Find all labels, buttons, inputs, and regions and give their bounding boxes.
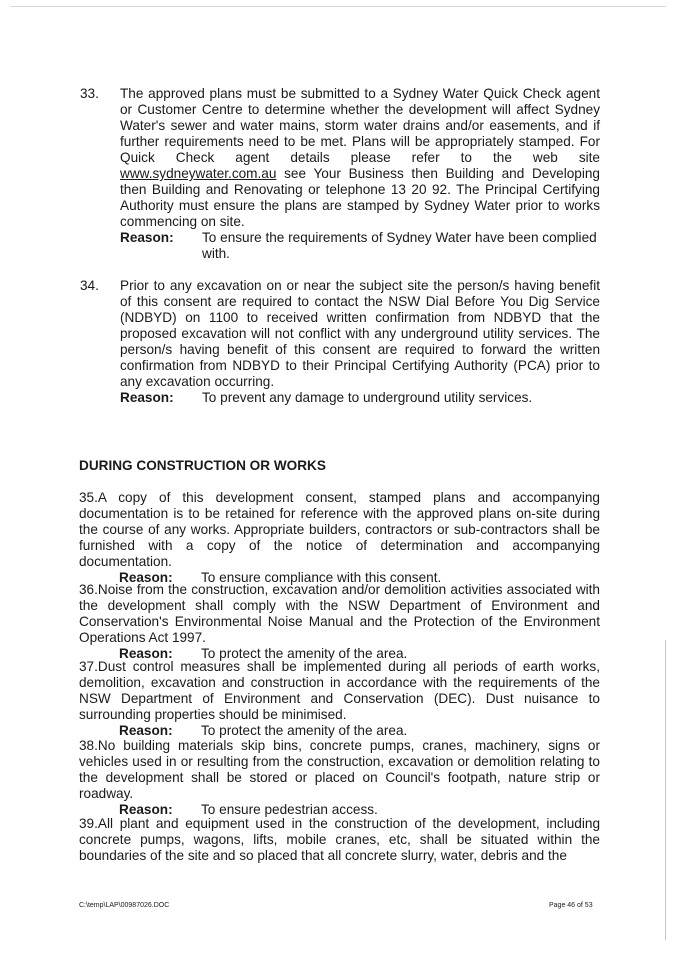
condition-number: 36. <box>79 582 98 597</box>
condition-text-part: A copy of this development consent, stamped plans and accompanying documentation is to be retained for reference with the approved plans on-site during the course of any works. Appropriate builders, contractors or sub-contractors shall be furnished with a copy of the notice of determination and accompanying documentation. <box>79 490 600 569</box>
reason-text: To protect the amenity of the area. <box>201 723 408 738</box>
footer-page-number: Page 46 of 53 <box>549 902 593 909</box>
condition-34 <box>80 278 600 406</box>
reason-text: To protect the amenity of the area. <box>201 646 408 661</box>
reason-text: To prevent any damage to underground utility services. <box>202 390 533 405</box>
condition-number: 35. <box>79 490 98 505</box>
condition-number: 33. <box>80 86 99 101</box>
reason-row <box>120 390 600 406</box>
reason-text: To ensure the requirements of Sydney Water have been complied with. <box>202 230 597 261</box>
sydney-water-link[interactable]: www.sydneywater.com.au <box>120 166 277 181</box>
condition-number: 39. <box>79 816 98 831</box>
condition-37 <box>79 659 600 739</box>
condition-text <box>120 86 600 230</box>
condition-text-part: see Your Business then Building and Developing then Building and Renovating or telephone 13 20 92. The Principal Certifying Authority must ensure the plans are stamped by Sydney Water prior to works commencing on site. <box>120 166 600 229</box>
reason-label: Reason: <box>119 723 173 738</box>
reason-text: To ensure pedestrian access. <box>201 802 378 817</box>
condition-number: 37. <box>79 659 98 674</box>
reason-text: To ensure compliance with this consent. <box>201 570 442 585</box>
reason-row <box>120 230 600 262</box>
condition-number: 38. <box>79 738 98 753</box>
condition-text <box>79 738 600 802</box>
condition-text <box>79 659 600 723</box>
condition-text <box>79 582 600 646</box>
condition-text <box>79 490 600 570</box>
condition-text-part: No building materials skip bins, concrete pumps, cranes, machinery, signs or vehicles used in or resulting from the construction, excavation or demolition relating to the development shall be stored or placed on Council's footpath, nature strip or roadway. <box>79 738 600 801</box>
reason-label: Reason: <box>119 802 173 817</box>
condition-36 <box>79 582 600 662</box>
reason-row <box>119 723 600 739</box>
condition-35 <box>79 490 600 586</box>
condition-text: Prior to any excavation on or near the subject site the person/s having benefit of this consent are required to contact the NSW Dial Before You Dig Service (NDBYD) on 1100 to received written confirmation from NDBYD that the proposed excavation will not conflict with any underground utility services. The person/s having benefit of this consent are required to forward the written confirmation from NDBYD to their Principal Certifying Authority (PCA) prior to any excavation occurring. <box>120 278 600 389</box>
footer-file-path: C:\temp\LAP\00987026.DOC <box>79 902 170 909</box>
condition-text-part: Noise from the construction, excavation and/or demolition activities associated with the development shall comply with the NSW Department of Environment and Conservation's Environmental Noise Manual and the Protection of the Environment Operations Act 1997. <box>79 582 600 645</box>
condition-38 <box>79 738 600 818</box>
condition-text-part: The approved plans must be submitted to a Sydney Water Quick Check agent or Customer Centre to determine whether the development will affect Sydney Water's sewer and water mains, storm water drains and/or easements, and if further requirements need to be met. Plans will be appropriately stamped. For Quick Check agent details please refer to the web site <box>120 86 600 165</box>
page-right-edge <box>665 640 666 940</box>
condition-text-part: Dust control measures shall be implemented during all periods of earth works, demolition, excavation and construction in accordance with the requirements of the NSW Department of Environment and Conservation (DEC). Dust nuisance to surrounding properties should be minimised. <box>79 659 600 722</box>
reason-label: Reason: <box>119 570 173 585</box>
reason-label: Reason: <box>120 390 174 405</box>
reason-label: Reason: <box>119 646 173 661</box>
condition-33 <box>80 86 600 262</box>
page-top-edge <box>10 6 666 7</box>
reason-label: Reason: <box>120 230 174 245</box>
condition-text <box>79 816 600 864</box>
condition-number: 34. <box>80 278 99 293</box>
section-heading: DURING CONSTRUCTION OR WORKS <box>79 458 326 473</box>
condition-39 <box>79 816 600 864</box>
condition-text-part: All plant and equipment used in the construction of the development, including concrete pumps, wagons, lifts, mobile cranes, etc, shall be situated within the boundaries of the site and so placed that all concrete slurry, water, debris and the <box>79 816 600 863</box>
